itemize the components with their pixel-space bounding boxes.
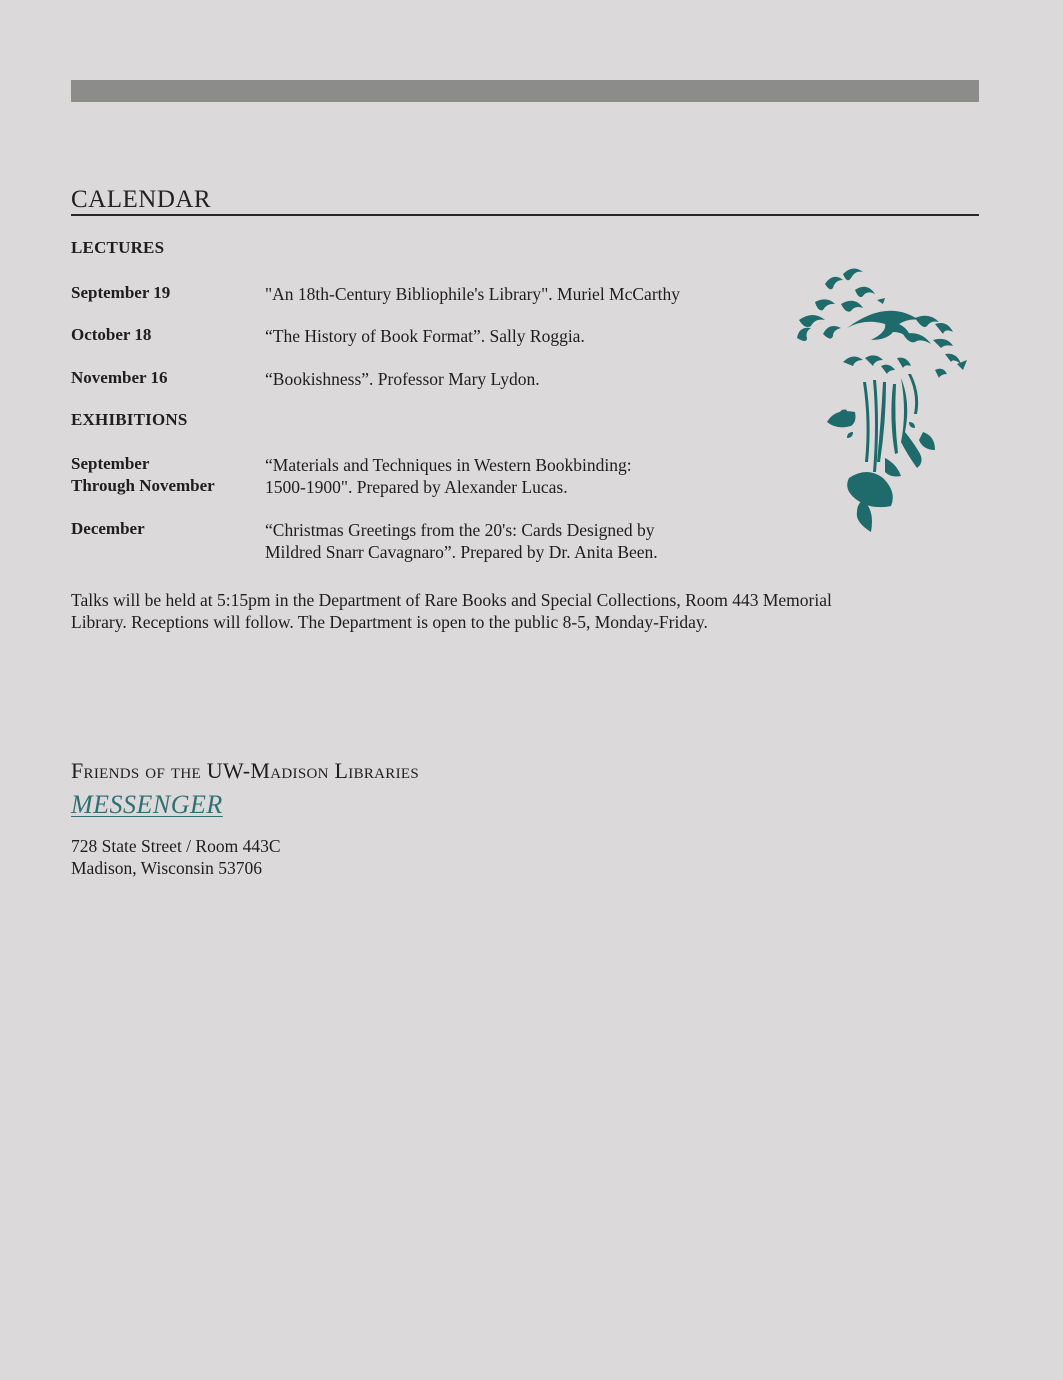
floral-tree-ornament-icon [785,262,980,544]
address-line: 728 State Street / Room 443C [71,836,281,856]
exhibition-desc-line: Mildred Snarr Cavagnaro”. Prepared by Dr. Anita Been. [265,542,658,562]
exhibition-date [71,518,261,540]
exhibition-date [71,453,261,497]
exhibition-title [265,454,765,498]
address-line: Madison, Wisconsin 53706 [71,858,262,878]
exhibition-title [265,519,765,563]
page-title: CALENDAR [71,186,212,213]
exhibition-date-line: December [71,519,145,538]
exhibitions-heading: EXHIBITIONS [71,410,188,429]
publication-logo: MESSENGER [71,790,223,819]
title-rule [71,214,979,216]
organization-name: Friends of the UW-Madison Libraries [71,758,420,783]
exhibition-date-line: September [71,454,150,473]
lecture-date: November 16 [71,368,168,387]
header-bar [71,80,979,102]
lectures-heading: LECTURES [71,238,165,257]
lecture-title: “The History of Book Format”. Sally Roggia. [265,326,585,346]
lecture-date: September 19 [71,283,171,302]
notice-line: Talks will be held at 5:15pm in the Department of Rare Books and Special Collections, Room 443 Memorial [71,590,832,610]
exhibition-desc-line: “Christmas Greetings from the 20's: Cards Designed by [265,520,655,540]
event-notice [71,589,971,633]
lecture-date: October 18 [71,325,152,344]
exhibition-date-line: Through November [71,476,215,495]
exhibition-desc-line: 1500-1900". Prepared by Alexander Lucas. [265,477,568,497]
lecture-title: "An 18th-Century Bibliophile's Library". Muriel McCarthy [265,284,681,304]
exhibition-desc-line: “Materials and Techniques in Western Bookbinding: [265,455,632,475]
lecture-title: “Bookishness”. Professor Mary Lydon. [265,369,540,389]
notice-line: Library. Receptions will follow. The Department is open to the public 8-5, Monday-Friday. [71,612,708,632]
